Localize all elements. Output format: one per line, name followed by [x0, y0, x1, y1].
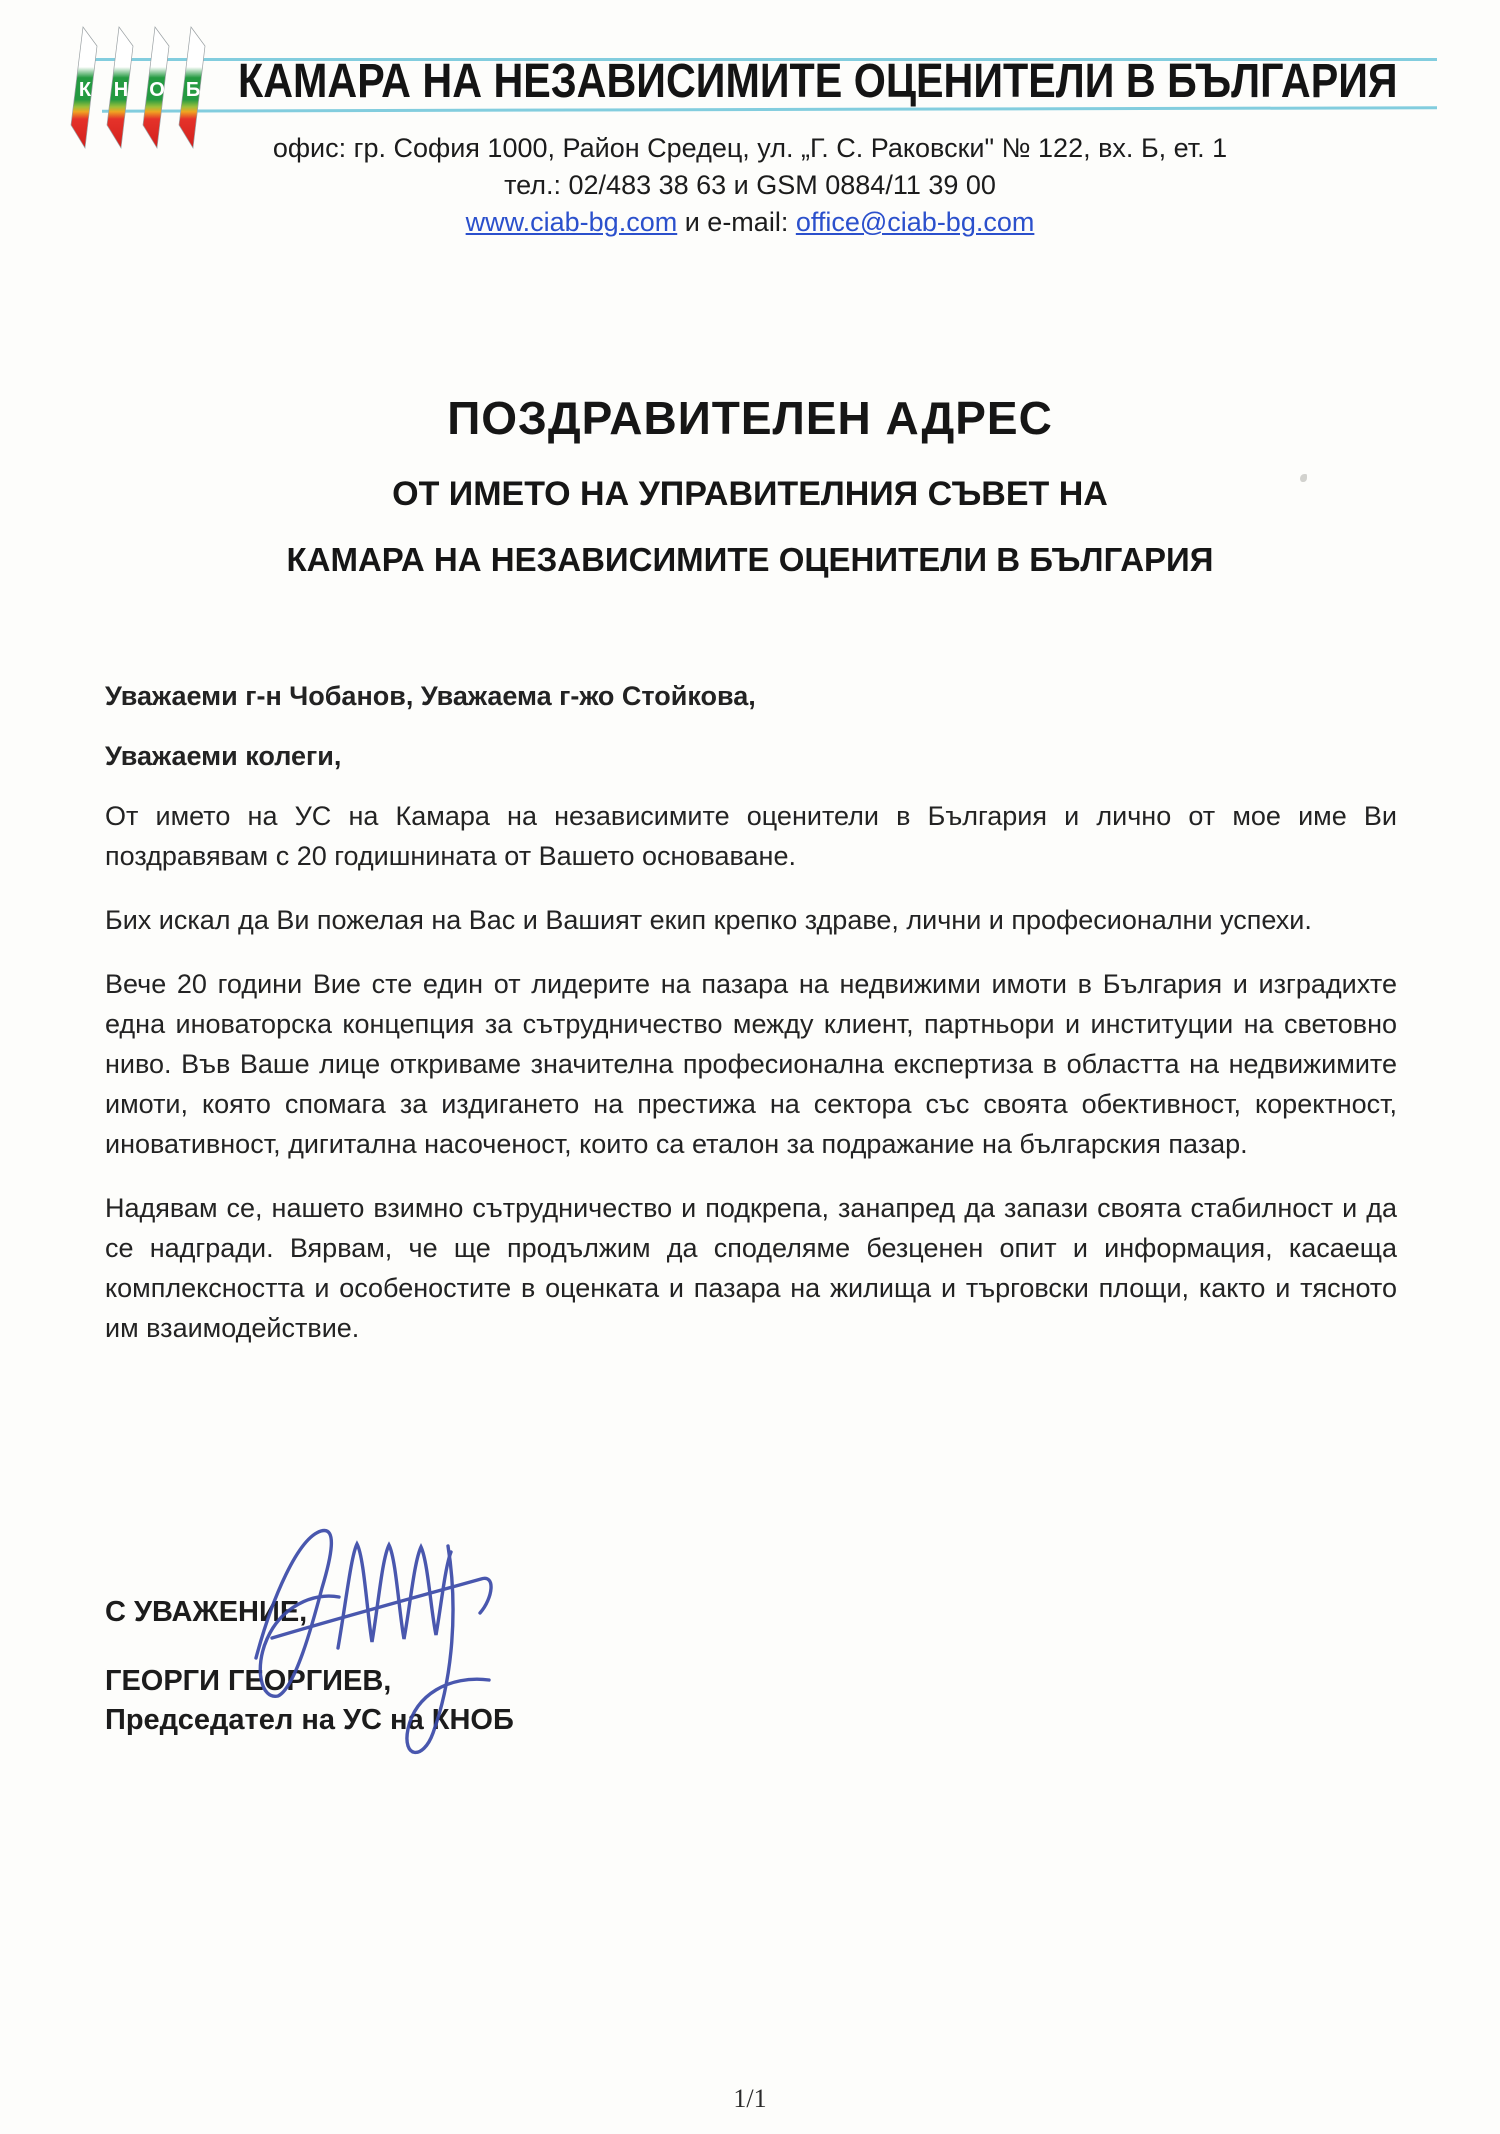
web-line — [105, 204, 1395, 241]
letter-body — [105, 676, 1397, 1372]
salutation-line: Уважаеми колеги, — [105, 741, 342, 771]
office-address: офис: гр. София 1000, Район Средец, ул. „Г. С. Раковски" № 122, вх. Б, ет. 1 — [272, 133, 1228, 163]
signer-title: Председател на УС на КНОБ — [105, 1704, 514, 1736]
salutation-line: Уважаеми г-н Чобанов, Уважаема г-жо Стойкова, — [105, 681, 756, 711]
email-separator: и e-mail: — [677, 207, 796, 237]
logo-letter: Н — [113, 79, 129, 101]
email-link[interactable]: office@ciab-bg.com — [795, 207, 1035, 237]
letter-subtitle-1: ОТ ИМЕТО НА УПРАВИТЕЛНИЯ СЪВЕТ НА — [392, 475, 1108, 513]
letter-subtitle-2: КАМАРА НА НЕЗАВИСИМИТЕ ОЦЕНИТЕЛИ В БЪЛГАРИЯ — [286, 541, 1214, 578]
body-paragraph: От името на УС на Камара на независимите оценители в България и лично от мое име Ви поздравявам с 20 годишнината от Вашето основаване. — [105, 801, 1397, 871]
website-link[interactable]: www.ciab-bg.com — [465, 207, 678, 237]
phone-line: тел.: 02/483 38 63 и GSM 0884/11 39 00 — [504, 170, 996, 200]
letter-title: ПОЗДРАВИТЕЛЕН АДРЕС — [447, 392, 1053, 444]
logo-letter: Б — [185, 79, 201, 101]
org-name: КАМАРА НА НЕЗАВИСИМИТЕ ОЦЕНИТЕЛИ В БЪЛГАРИЯ — [238, 55, 1398, 108]
body-paragraph: Бих искал да Ви пожелая на Вас и Вашият екип крепко здраве, лични и професионални успехи. — [105, 905, 1312, 935]
signature-ink — [242, 1516, 504, 1792]
contact-block — [105, 130, 1395, 241]
scan-speck — [1300, 474, 1307, 482]
signer-name: ГЕОРГИ ГЕОРГИЕВ, — [105, 1665, 392, 1697]
logo-letter: К — [78, 79, 92, 101]
body-paragraph: Вече 20 години Вие сте един от лидерите на пазара на недвижими имоти в България и изградихте една иноваторска концепция за сътрудничество между клиент, партньори и институции на световно ниво. Във Ваше лице откриваме значителна професионална експертиза в областта на недвижимите имоти, която спомага за издигането на престижа на сектора със своята обективност, коректност, иновативност, дигитална насоченост, които са еталон за подражание на българския пазар. — [105, 969, 1397, 1159]
page-number: 1/1 — [733, 2084, 767, 2113]
body-paragraph: Надявам се, нашето взимно сътрудничество и подкрепа, занапред да запази своята стабилност и да се надгради. Вярвам, че ще продължим да споделяме безценен опит и информация, касаеща комплексността и особеностите в оценката и пазара на жилища и търговски площи, както и тясното им взаимодействие. — [105, 1193, 1397, 1343]
closing-salutation: С УВАЖЕНИЕ, — [105, 1596, 308, 1628]
logo-letter: О — [149, 79, 165, 101]
